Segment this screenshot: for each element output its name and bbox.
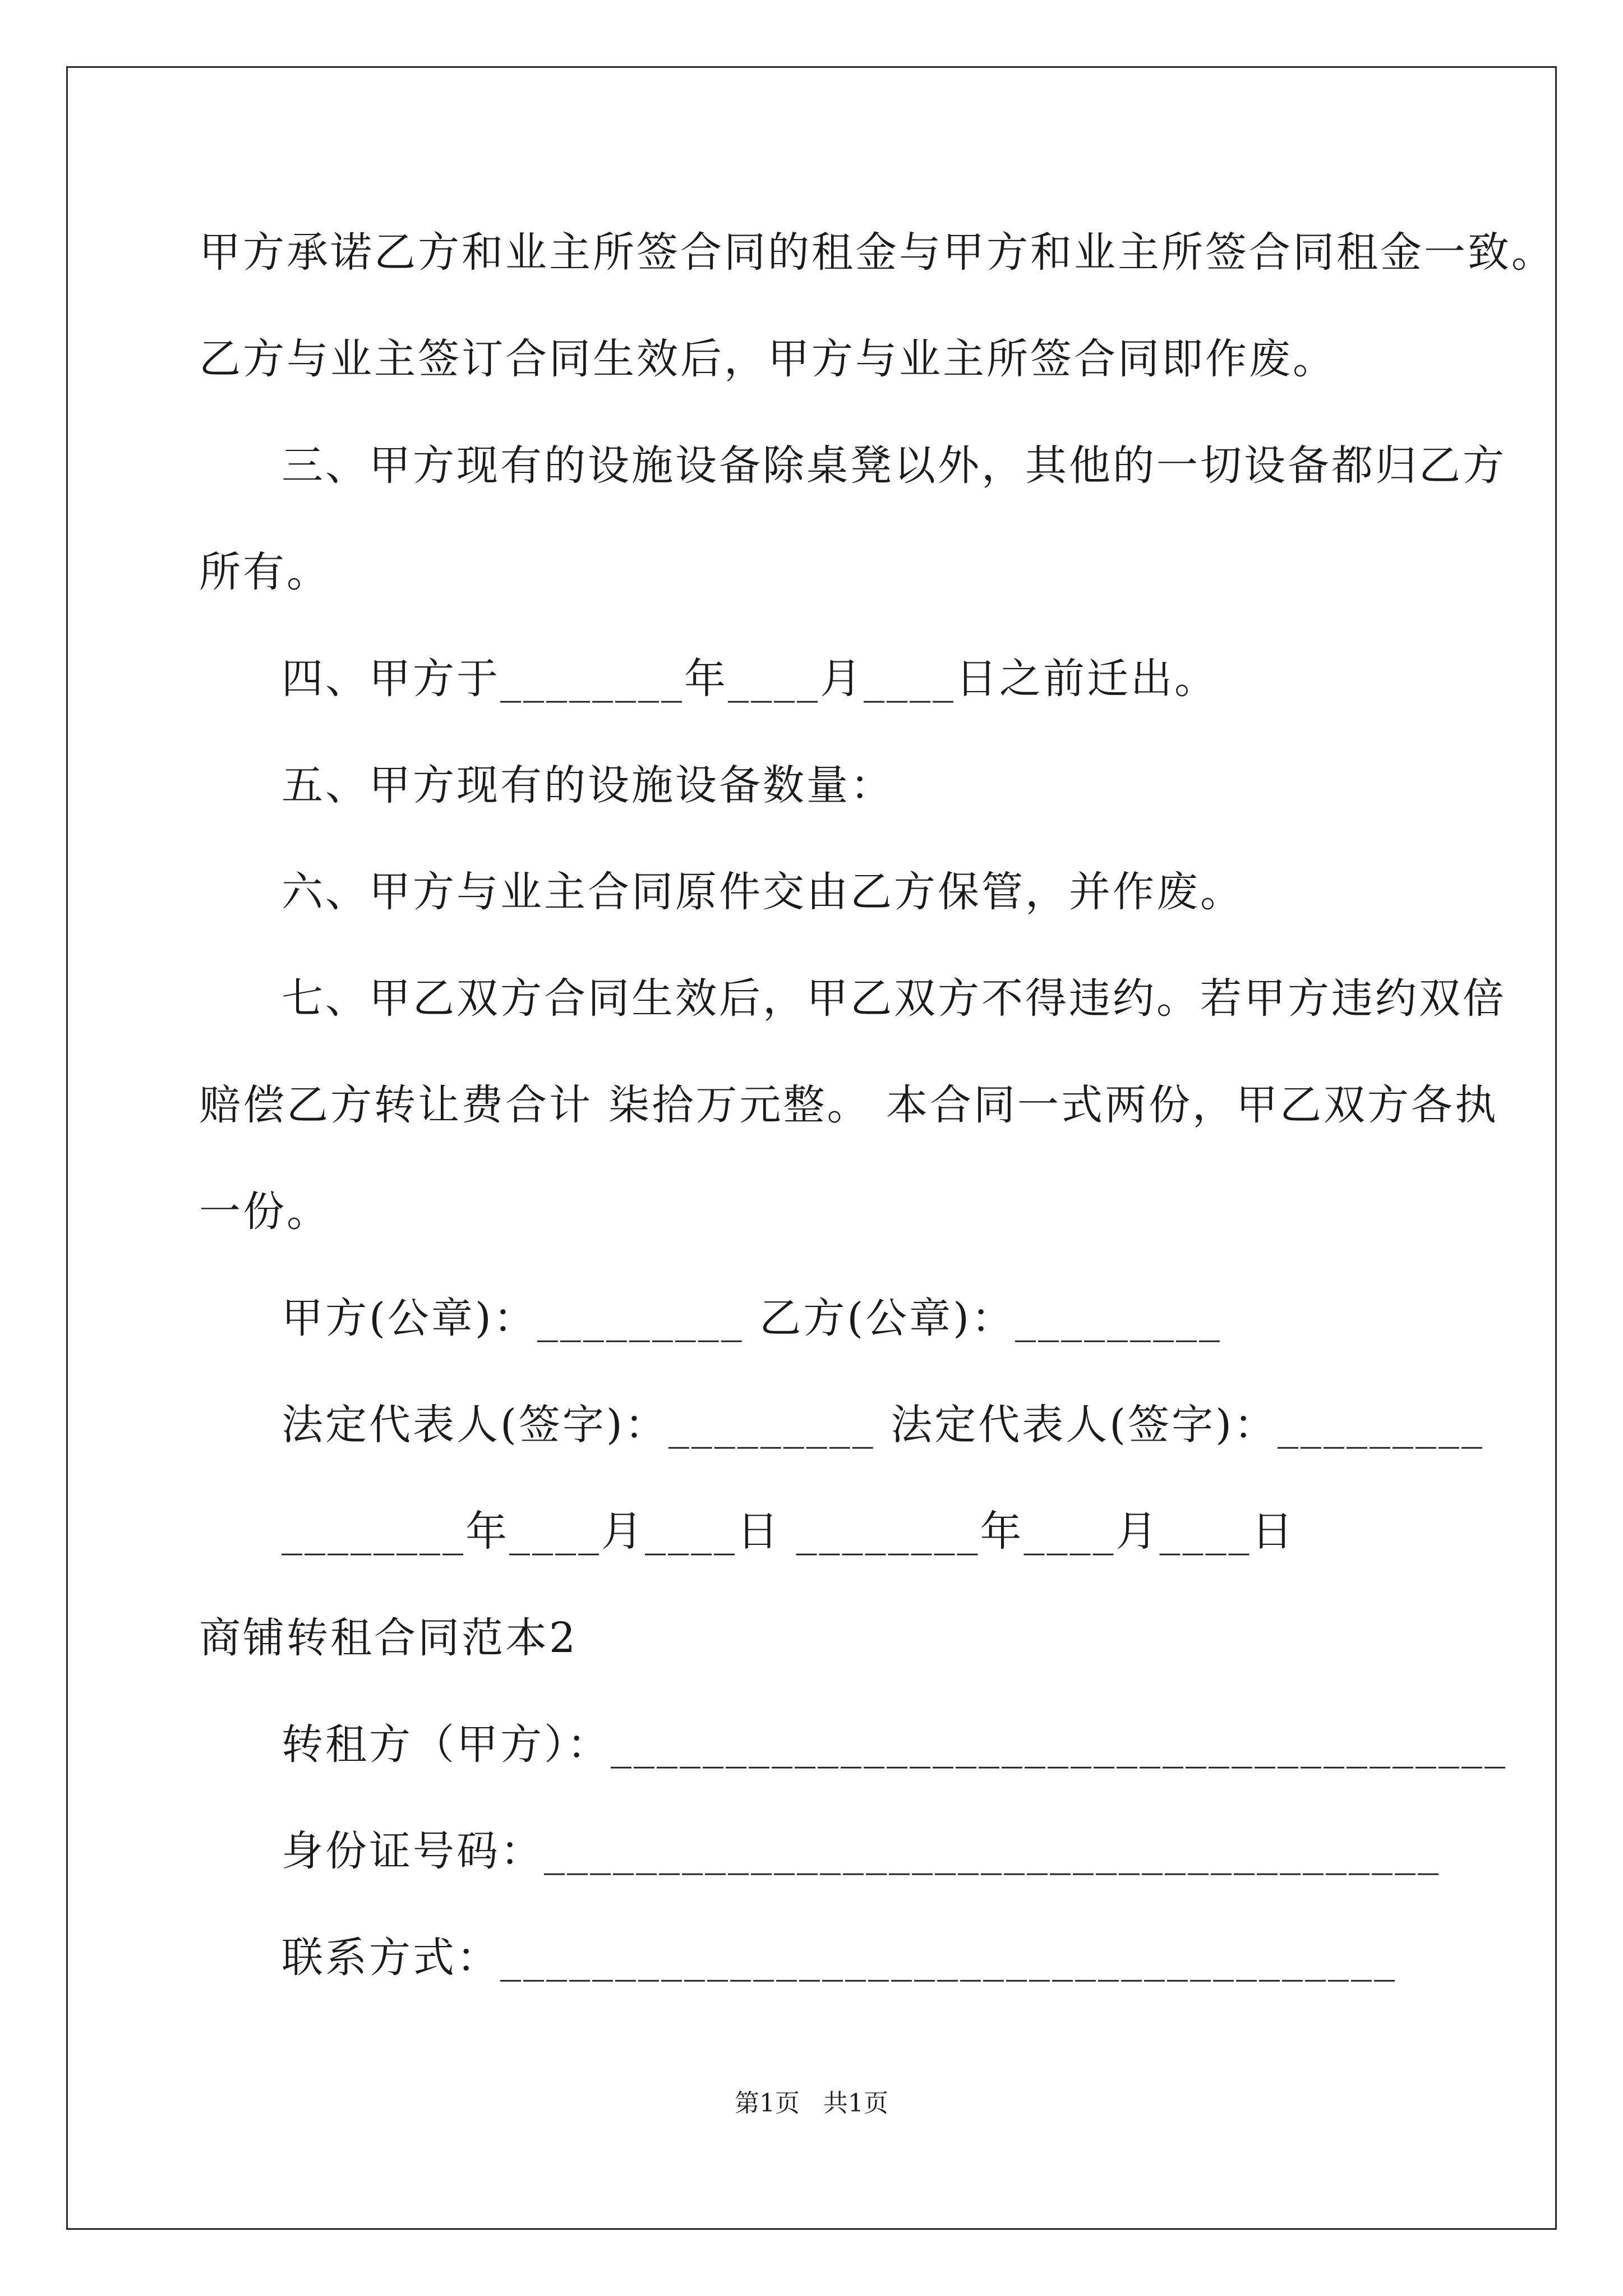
- page-footer: 第1页 共1页: [735, 2089, 888, 2118]
- section-heading-template-2: 商铺转租合同范本2: [199, 1614, 578, 1662]
- signature-date-line: ________年____月____日 ________年____月____日: [282, 1507, 1295, 1556]
- clause-7-line-1: 七、甲乙双方合同生效后，甲乙双方不得违约。若甲方违约双倍: [282, 974, 1506, 1023]
- clause-7-line-2: 赔偿乙方转让费合计 柒拾万元整。 本合同一式两份，甲乙双方各执: [199, 1081, 1499, 1129]
- clause-6-original-contract: 六、甲方与业主合同原件交由乙方保管，并作废。: [282, 868, 1244, 916]
- text-line-rent-consistency: 甲方承诺乙方和业主所签合同的租金与甲方和业主所签合同租金一致。: [199, 228, 1555, 277]
- signature-representative-line: 法定代表人(签字)：_________ 法定代表人(签字)：_________: [282, 1401, 1485, 1449]
- signature-seal-line: 甲方(公章)：_________ 乙方(公章)：_________: [282, 1294, 1223, 1342]
- clause-3-line-2: 所有。: [199, 548, 330, 596]
- clause-3-line-1: 三、甲方现有的设施设备除桌凳以外，其他的一切设备都归乙方: [282, 441, 1506, 490]
- clause-4-move-out-date: 四、甲方于________年____月____日之前迁出。: [282, 655, 1218, 703]
- clause-7-line-3: 一份。: [199, 1188, 330, 1236]
- text-line-original-contract-void: 乙方与业主签订合同生效后，甲方与业主所签合同即作废。: [199, 335, 1336, 383]
- clause-5-equipment-quantity: 五、甲方现有的设施设备数量：: [282, 761, 894, 809]
- id-number-field: 身份证号码：_______________________________________: [282, 1827, 1441, 1875]
- sublessor-field: 转租方（甲方）：_______________________________________: [282, 1720, 1507, 1769]
- contact-field: 联系方式：_______________________________________: [282, 1934, 1397, 1982]
- page-border: [66, 66, 1557, 2230]
